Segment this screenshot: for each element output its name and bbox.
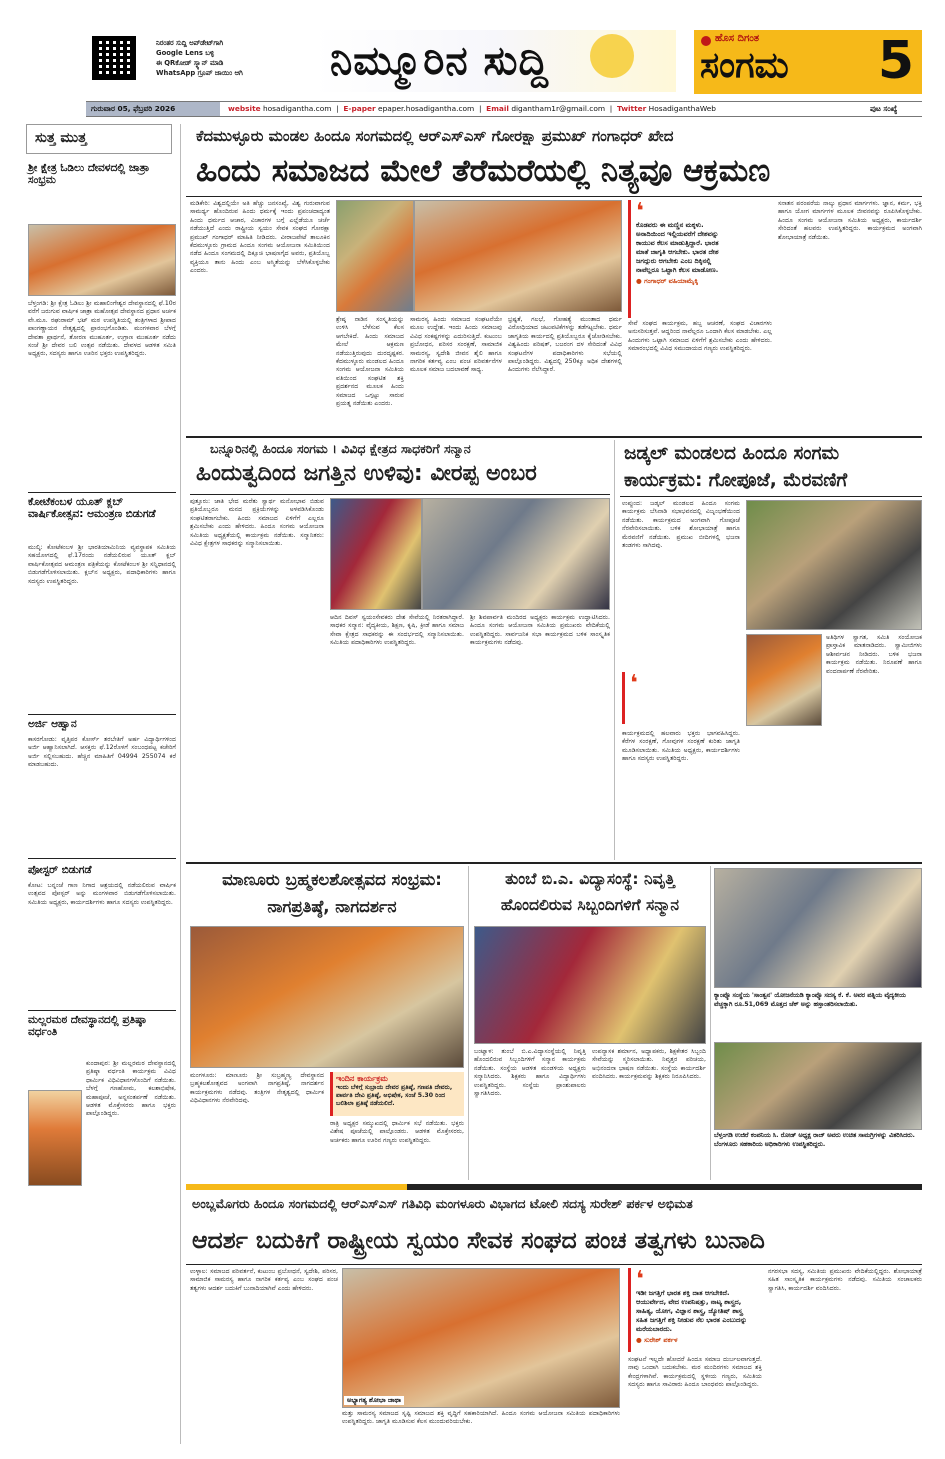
story5-headline: ತುಂಬೆ ಬಿ.ಎ. ವಿದ್ಯಾಸಂಸ್ಥೆ: ನಿವೃತ್ತಿ ಹೊಂದಲಿರುವ ಸಿಬ್ಬಂದಿಗಳಿಗೆ ಸನ್ಮಾನ: [500, 870, 680, 914]
story3-col3: ಅತಿಥಿಗಳ ಸ್ವಾಗತ, ಸಮಿತಿ ಸಂಯೋಜಕ ಪ್ರಾಸ್ತಾವಿಕ ಮಾತನಾಡಿದರು. ಸ್ವಾಮೀಜಿಗಳು ಆಶೀರ್ವಚನ ನೀಡಿದರು. ಬಳಿಕ ಭಜನಾ ಕಾರ್ಯಕ್ರಮ ನಡೆಯಿತು. ನಿರೂಪಣೆ ಹಾಗೂ ವಂದನಾರ್ಪಣೆ ನೆರವೇರಿತು.: [826, 634, 922, 675]
brand-big: ಸಂಗಮ: [700, 45, 789, 86]
story1-photo-left: [336, 200, 414, 312]
story1-quote-by: ಗಂಗಾಧರ್ ವಹಿಯಾಮೈಕ್ಕಿ: [644, 277, 699, 285]
story6-quote-by: ಸುರೇಶ್ ಪರ್ಕಳ: [644, 1336, 678, 1344]
issue-date: ಗುರುವಾರ 05, ಫೆಬ್ರವರಿ 2026: [91, 104, 176, 113]
masthead: [0, 0, 945, 100]
story6-col1: ಉಳ್ಳಾಲ: ಸಮಾಜದ ಪರಿವರ್ತನೆ, ಕುಟುಂಬ ಪ್ರಬೋಧನೆ, ಸ್ವದೇಶಿ, ಪರಿಸರ, ಸಾಮಾಜಿಕ ಸಾಮರಸ್ಯ ಹಾಗೂ ನಾಗರಿಕ ಕರ್ತವ್ಯ ಎಂಬ ಸಂಘದ ಪಂಚ ತತ್ವಗಳು ಆದರ್ಶ ಬದುಕಿಗೆ ಬುನಾದಿಯಾಗಿವೆ ಎಂದು ಹೇಳಿದರು.: [190, 1268, 338, 1292]
qr-line-4: WhatsApp ಗ್ರೂಪ್ ಜಾಯಿಂ ಆಗಿ: [156, 69, 243, 77]
story1-col2: ಶ್ರೇಷ್ಠ ನಾಡಿನ ಸಂಸ್ಕೃತಿಯನ್ನು ಉಳಿಸಿ ಬೆಳೆಸುವ ಕೆಲಸ ಆಗಬೇಕಿದೆ. ಹಿಂದು ಸಮಾಜದ ಮೇಲೆ ಆಕ್ರಮಣ ನಡೆಯುತ್ತಿರುವುದು ದುರದೃಷ್ಟಕರ. ಕೆದಮುಳ್ಳೂರು ಮಂಡಲದ ಹಿಂದೂ ಸಂಗಮ ಆಯೋಜನಾ ಸಮಿತಿಯ ವತಿಯಿಂದ ಸಂಘಟಿತ ಶಕ್ತಿ ಪ್ರದರ್ಶನದ ಮೂಲಕ ಹಿಂದು ಸಮಾಜದ ಒಗ್ಗಟ್ಟು ಸಾರುವ ಪ್ರಯತ್ನ ನಡೆಯಿತು ಎಂದರು.: [336, 316, 404, 408]
sidebar-story3-body: ಕಾಸರಗೋಡು: ವೃತ್ತಿಪರ ಕೋರ್ಸ್ ತರಬೇತಿಗೆ ಅರ್ಹ ವಿದ್ಯಾರ್ಥಿಗಳಿಂದ ಅರ್ಜಿ ಆಹ್ವಾನಿಸಲಾಗಿದೆ. ಆಸಕ್ತರು ಫೆ.12ರೊಳಗೆ ಸಂಬಂಧಪಟ್ಟ ಕಚೇರಿಗೆ ಅರ್ಜಿ ಸಲ್ಲಿಸಬಹುದು. ಹೆಚ್ಚಿನ ಮಾಹಿತಿಗೆ 04994 255074 ಕರೆ ಮಾಡಬಹುದು.: [28, 736, 176, 769]
story1-col6: ಸನಾತನ ಪರಂಪರೆಯ ನಾಲ್ಕು ಪ್ರಧಾನ ಮಾರ್ಗಗಳು. ಜ್ಞಾನ, ಕರ್ಮ, ಭಕ್ತಿ ಹಾಗೂ ಯೋಗ ಮಾರ್ಗಗಳ ಮೂಲಕ ಜೀವನವನ್ನು ರೂಪಿಸಿಕೊಳ್ಳಬೇಕು. ಹಿಂದೂ ಸಂಗಮ ಆಯೋಜನಾ ಸಮಿತಿಯ ಅಧ್ಯಕ್ಷರು, ಕಾರ್ಯದರ್ಶಿ ಸೇರಿದಂತೆ ಹಲವರು ಉಪಸ್ಥಿತರಿದ್ದರು. ಕಾರ್ಯಕ್ರಮದ ಅಂಗವಾಗಿ ಶೋಭಾಯಾತ್ರೆ ನಡೆಯಿತು.: [778, 200, 922, 241]
story6-quote-text: ಇಡೀ ಜಗತ್ತಿಗೆ ಭಾರತ ಶಕ್ತಿ ದಾತ ಆಗಬೇಕಿದೆ. ಆಯುರ್ವೇದ, ವೇದ ಉಪನಿಷತ್ತು, ನಾಟ್ಯ ಶಾಸ್ತ್ರದ, ಸಾಹಿತ್ಯ, ಯೋಗ, ವಿಜ್ಞಾನ ಶಾಸ್ತ್ರ, ಜ್ಯೋತಿಷ್ ಶಾಸ್ತ್ರ ಸಹಿತ ಜಗತ್ತಿಗೆ ಶಕ್ತಿ ನೀಡುವ ನೆಲ ಭಾರತ ಎಂಬುದನ್ನು ಮರೆಯಬಾರದು.: [636, 1289, 747, 1333]
story5-col2: ಉಪನ್ಯಾಸಕ ಶರ್ಮಾನ, ಅಧ್ಯಾಪಕರು, ಶಿಕ್ಷಕೇತರ ಸಿಬ್ಬಂದಿ ಸೇವೆಯನ್ನು ಸ್ಮರಿಸಲಾಯಿತು. ನಿವೃತ್ತರ ಪರಿಚಯ, ಅಭಿನಂದನಾ ಭಾಷಣ ನಡೆಯಿತು. ಸಂಸ್ಥೆಯ ಕಾರ್ಯದರ್ಶಿ ವಂದಿಸಿದರು. ಕಾರ್ಯಕ್ರಮವನ್ನು ಶಿಕ್ಷಕರು ನಿರೂಪಿಸಿದರು.: [592, 1048, 706, 1081]
story3-photo-bottom: [746, 634, 822, 726]
story6-photo: [342, 1268, 620, 1408]
story2-col2: ಆದಿನ ದಿವಸ್ ಸ್ವಯಂಸೇವಕರು ದೇಶ ಸೇವೆಯಲ್ಲಿ ನಿರತರಾಗಿದ್ದಾರೆ. ಸಾಧಕರ ಸನ್ಮಾನ: ವೈದ್ಯಕೀಯ, ಶಿಕ್ಷಣ, ಕೃಷಿ, ಕ್ರೀಡೆ ಹಾಗೂ ಸಮಾಜ ಸೇವಾ ಕ್ಷೇತ್ರದ ಸಾಧಕರನ್ನು ಈ ಸಂದರ್ಭದಲ್ಲಿ ಸನ್ಮಾನಿಸಲಾಯಿತು. ಸಮಿತಿಯ ಪದಾಧಿಕಾರಿಗಳು ಉಪಸ್ಥಿತರಿದ್ದರು.: [330, 614, 464, 647]
story4-col1: ಮಂಗಳೂರು: ಮಾಣೂರು ಶ್ರೀ ಸುಬ್ರಹ್ಮಣ್ಯ ದೇವಸ್ಥಾನದ ಬ್ರಹ್ಮಕಲಶೋತ್ಸವದ ಅಂಗವಾಗಿ ನಾಗಪ್ರತಿಷ್ಠೆ, ನಾಗದರ್ಶನ ಕಾರ್ಯಕ್ರಮಗಳು ನಡೆದವು. ತಂತ್ರಿಗಳ ನೇತೃತ್ವದಲ್ಲಿ ಧಾರ್ಮಿಕ ವಿಧಿವಿಧಾನಗಳು ನೆರವೇರಿದವು.: [190, 1072, 324, 1105]
sidebar-story1-title: ಶ್ರೀ ಕ್ಷೇತ್ರ ಓಡಿಲು ದೇವಳದಲ್ಲಿ ಜಾತ್ರಾ ಸಂಭ್ರಮ: [28, 162, 150, 186]
quote-icon: ❛: [636, 1267, 644, 1292]
story6-kicker: ಅಂಬ್ಲಮೊಗರು ಹಿಂದೂ ಸಂಗಮದಲ್ಲಿ ಆರ್‌ಎಸ್‌ಎಸ್ ಗತಿವಿಧಿ ಮಂಗಳೂರು ವಿಭಾಗದ ಟೋಲಿ ಸದಸ್ಯ ಸುರೇಶ್ ಪರ್ಕಳ ಅಭಿಮತ: [192, 1196, 693, 1211]
right-photo-1: [714, 868, 922, 988]
sidebar-story5-body: ಕುಂದಾಪುರ: ಶ್ರೀ ಮಲ್ಲರಮಠ ದೇವಸ್ಥಾನದಲ್ಲಿ ಪ್ರತಿಷ್ಠಾ ವರ್ಧಂತಿ ಕಾರ್ಯಕ್ರಮ ವಿವಿಧ ಧಾರ್ಮಿಕ ವಿಧಿವಿಧಾನಗಳೊಂದಿಗೆ ನಡೆಯಿತು. ಬೆಳಗ್ಗೆ ಗಣಹೋಮ, ಕಲಶಾಭಿಷೇಕ, ಮಹಾಪೂಜೆ, ಅನ್ನಸಂತರ್ಪಣೆ ನಡೆಯಿತು. ಆಡಳಿತ ಮೊಕ್ತೇಸರರು ಹಾಗೂ ಭಕ್ತರು ಪಾಲ್ಗೊಂಡಿದ್ದರು.: [86, 1060, 176, 1118]
quote-icon: ❛: [630, 671, 638, 696]
story2-col1: ಪುತ್ತೂರು: ಜಾತಿ ಭೇದ ಮರೆತು ಸ್ವಾರ್ಥ ಮನೋಭಾವ ಬಿಡುವ ಪ್ರತಿಯೊಬ್ಬರೂ ಮನದ ಪ್ರಕ್ರಿಯೆಗಳನ್ನು ಅಳವಡಿಸಿಕೊಂಡು ಸಂಘಟಿತರಾಗಬೇಕು. ಹಿಂದು ಸಮಾಜದ ಏಳಿಗೆಗೆ ಎಲ್ಲರೂ ಶ್ರಮಿಸಬೇಕು ಎಂದು ಹೇಳಿದರು. ಹಿಂದೂ ಸಂಗಮ ಆಯೋಜನಾ ಸಮಿತಿಯ ಅಧ್ಯಕ್ಷತೆಯಲ್ಲಿ ಕಾರ್ಯಕ್ರಮ ನಡೆಯಿತು. ಸನ್ಮಾನಿತರು: ವಿವಿಧ ಕ್ಷೇತ್ರಗಳ ಸಾಧಕರನ್ನು ಸನ್ಮಾನಿಸಲಾಯಿತು.: [190, 498, 324, 548]
story4-col2: ರಾತ್ರಿ ಅಧ್ಯಕ್ಷರ ಸಮ್ಮುಖದಲ್ಲಿ ಧಾರ್ಮಿಕ ಸಭೆ ನಡೆಯಿತು. ಭಕ್ತರು ವಿಶೇಷ ಪೂಜೆಯಲ್ಲಿ ಪಾಲ್ಗೊಂಡರು. ಆಡಳಿತ ಮೊಕ್ತೇಸರರು, ಅರ್ಚಕರು ಹಾಗೂ ಊರಿನ ಗಣ್ಯರು ಉಪಸ್ಥಿತರಿದ್ದರು.: [330, 1120, 464, 1144]
sidebar-story2-body: ಮುಲ್ಕಿ: ಕೋಟೆಕಂಬಳ ಶ್ರೀ ಭಾರತಿಯಾಮಿನಿಯ ವ್ಯವಸ್ಥಾಪಕ ಸಮಿತಿಯ ಸಹಯೋಗದಲ್ಲಿ ಫೆ.17ರಂದು ನಡೆಯಲಿರುವ ಯೂತ್ ಕ್ಲಬ್ ವಾರ್ಷಿಕೋತ್ಸವದ ಆಮಂತ್ರಣ ಪತ್ರಿಕೆಯನ್ನು ಕೋಟೆಕಂಬಳ ಶ್ರೀ ಸನ್ನಿಧಾನದಲ್ಲಿ ಬಿಡುಗಡೆಗೊಳಿಸಲಾಯಿತು. ಕ್ಲಬ್‌ನ ಅಧ್ಯಕ್ಷರು, ಪದಾಧಿಕಾರಿಗಳು ಹಾಗೂ ಸದಸ್ಯರು ಉಪಸ್ಥಿತರಿದ್ದರು.: [28, 544, 176, 585]
qr-line-2: Google Lens ಬಳ್ಳಿ: [156, 49, 215, 57]
story2-kicker: ಬನ್ನೂರಿನಲ್ಲಿ ಹಿಂದೂ ಸಂಗಮ । ವಿವಿಧ ಕ್ಷೇತ್ರದ ಸಾಧಕರಿಗೆ ಸನ್ಮಾನ: [210, 441, 471, 456]
story2-photo-right: [422, 498, 610, 610]
sidebar-brand: [26, 124, 172, 154]
brand-small: ಹೊಸ ದಿಗಂತ: [715, 33, 760, 44]
story4-photo: [190, 926, 464, 1068]
qr-code-icon[interactable]: [92, 36, 136, 80]
sidebar-story5-title: ಮಲ್ಲರಮಠ ದೇವಸ್ಥಾನದಲ್ಲಿ ಪ್ರತಿಷ್ಠಾ ವರ್ಧಂತಿ: [28, 1014, 146, 1038]
sidebar-story1-body: ಬೆಳ್ತಂಗಡಿ: ಶ್ರೀ ಕ್ಷೇತ್ರ ಓಡಿಲು ಶ್ರೀ ಮಹಾಲಿಂಗೇಶ್ವರ ದೇವಸ್ಥಾನದಲ್ಲಿ ಫೆ.10ರ ವರೆಗೆ ಜರುಗುವ ವಾರ್ಷಿಕ ಜಾತ್ರಾ ಮಹೋತ್ಸವ ದೇವಸ್ಥಾನದ ಪ್ರಧಾನ ಅರ್ಚಕ ವೇ.ಮೂ. ರಘುರಾಮ್ ಭಟ್ ಮಠ ಉಪಸ್ಥಿತಿಯಲ್ಲಿ ತಂತ್ರಿಗಳಾದ ಶ್ರೀಪಾದ ಪಾಂಗಣ್ಣಾಯರ ನೇತೃತ್ವದಲ್ಲಿ ಪ್ರಾರಂಭಗೊಂಡಿತು. ಮಂಗಳವಾರ ಬೆಳಗ್ಗೆ ದೇವತಾ ಪ್ರಾರ್ಥನೆ, ತೋರಣ ಮುಹೂರ್ತ, ಉಗ್ರಾಣ ಮುಹೂರ್ತ ನಡೆದು ಸಂಜೆ ಶ್ರೀ ದೇವರ ಬಲಿ ಉತ್ಸವ ನಡೆಯಿತು. ದೇವಳದ ಆಡಳಿತ ಸಮಿತಿ ಅಧ್ಯಕ್ಷರು, ಸದಸ್ಯರು ಹಾಗೂ ಊರಿನ ಭಕ್ತರು ಉಪಸ್ಥಿತರಿದ್ದರು.: [28, 300, 176, 358]
sidebar-brand-text: ಸುತ್ತ ಮುತ್ತ: [35, 130, 87, 146]
story5-col1: ಬಂಟ್ವಾಳ: ತುಂಬೆ ಬಿ.ಎ.ವಿದ್ಯಾಸಂಸ್ಥೆಯಲ್ಲಿ ನಿವೃತ್ತಿ ಹೊಂದಲಿರುವ ಸಿಬ್ಬಂದಿಗಳಿಗೆ ಸನ್ಮಾನ ಕಾರ್ಯಕ್ರಮ ನಡೆಯಿತು. ಸಂಸ್ಥೆಯ ಆಡಳಿತ ಮಂಡಳಿಯ ಅಧ್ಯಕ್ಷರು ಸನ್ಮಾನಿಸಿದರು. ಶಿಕ್ಷಕರು ಹಾಗೂ ವಿದ್ಯಾರ್ಥಿಗಳು ಉಪಸ್ಥಿತರಿದ್ದರು. ಸಂಸ್ಥೆಯ ಪ್ರಾಂಶುಪಾಲರು ಸ್ವಾಗತಿಸಿದರು.: [474, 1048, 586, 1098]
story1-photo-main: [414, 200, 622, 312]
sidebar-story3-title: ಅರ್ಜಿ ಆಹ್ವಾನ: [28, 718, 77, 730]
epaper-label: E-paper: [343, 104, 376, 113]
page-number: 5: [877, 31, 915, 91]
story3-quote: [622, 672, 740, 724]
story6-col4: ನಗರಸಭಾ ಸದಸ್ಯ, ಸಮಿತಿಯ ಪ್ರಮುಖರು ವೇದಿಕೆಯಲ್ಲಿದ್ದರು. ಶೋಭಾಯಾತ್ರೆ ಸಹಿತ ಸಾಂಸ್ಕೃತಿಕ ಕಾರ್ಯಕ್ರಮಗಳು ನಡೆದವು. ಸಮಿತಿಯ ಸಂಚಾಲಕರು ಸ್ವಾಗತಿಸಿ, ಕಾರ್ಯದರ್ಶಿ ವಂದಿಸಿದರು.: [768, 1268, 922, 1292]
website-link[interactable]: hosadigantha.com: [262, 104, 332, 113]
story5-photo: [474, 926, 706, 1044]
story6-col2: ಮತ್ತು ಸಾಮರಸ್ಯ ಸಮಾಜದ ಸೃಷ್ಟಿ ಸಮಾಜದ ಶಕ್ತಿ ವೃದ್ಧಿಗೆ ಸಹಕಾರಿಯಾಗಿದೆ. ಹಿಂದೂ ಸಂಗಮ ಆಯೋಜನಾ ಸಮಿತಿಯ ಪದಾಧಿಕಾರಿಗಳು ಉಪಸ್ಥಿತರಿದ್ದರು. ಜಾಗೃತಿ ಮೂಡಿಸುವ ಕೆಲಸ ಮುಂದುವರಿಯಬೇಕು.: [342, 1410, 620, 1426]
story4-headline: ಮಾಣೂರು ಬ್ರಹ್ಮಕಲಶೋತ್ಸವದ ಸಂಭ್ರಮ: ನಾಗಪ್ರತಿಷ್ಠೆ, ನಾಗದರ್ಶನ: [222, 870, 442, 916]
sidebar-story2-title: ಕೋಟೆಕಂಬಳ ಯೂತ್ ಕ್ಲಬ್ ವಾರ್ಷಿಕೋತ್ಸವ: ಆಮಂತ್ರಣ ಬಿಡುಗಡೆ: [28, 496, 156, 520]
story3-col2: ಕಾರ್ಯಕ್ರಮದಲ್ಲಿ ಹಲವಾರು ಭಕ್ತರು ಭಾಗವಹಿಸಿದ್ದರು. ಕೆರೆಗಳ ಸಂರಕ್ಷಣೆ, ಗೋವುಗಳ ಸಂರಕ್ಷಣೆ ಕುರಿತು ಜಾಗೃತಿ ಮೂಡಿಸಲಾಯಿತು. ಸಮಿತಿಯ ಅಧ್ಯಕ್ಷರು, ಕಾರ್ಯದರ್ಶಿಗಳು ಹಾಗೂ ಸದಸ್ಯರು ಉಪಸ್ಥಿತರಿದ್ದರು.: [622, 730, 740, 763]
story1-col5: ಸೇವೆ ಸಂಘದ ಕಾರ್ಯಕ್ರಮ, ಹಬ್ಬ ಆಚರಣೆ, ಸಂಘದ ವಿಚಾರಗಳು ಅನುಸರಿಸುತ್ತವೆ. ಆದ್ದರಿಂದ ನಾವೆಲ್ಲರೂ ಒಂದಾಗಿ ಕೆಲಸ ಮಾಡಬೇಕು. ಎಲ್ಲ ಹಿಂದುಗಳು ಒಟ್ಟಾಗಿ ಸಮಾಜದ ಏಳಿಗೆಗೆ ಶ್ರಮಿಸಬೇಕು ಎಂದು ಹೇಳಿದರು. ಸಮಾರಂಭದಲ್ಲಿ ವಿವಿಧ ಸಮುದಾಯದ ಗಣ್ಯರು ಉಪಸ್ಥಿತರಿದ್ದರು.: [628, 320, 772, 353]
epaper-link[interactable]: epaper.hosadigantha.com: [378, 104, 475, 113]
story6-quote: ❛ ಇಡೀ ಜಗತ್ತಿಗೆ ಭಾರತ ಶಕ್ತಿ ದಾತ ಆಗಬೇಕಿದೆ. ಆಯುರ್ವೇದ, ವೇದ ಉಪನಿಷತ್ತು, ನಾಟ್ಯ ಶಾಸ್ತ್ರದ, ಸಾಹಿತ್ಯ, ಯೋಗ, ವಿಜ್ಞಾನ ಶಾಸ್ತ್ರ, ಜ್ಯೋತಿಷ್ ಶಾಸ್ತ್ರ ಸಹಿತ ಜಗತ್ತಿಗೆ ಶಕ್ತಿ ನೀಡುವ ನೆಲ ಭಾರತ ಎಂಬುದನ್ನು ಮರೆಯಬಾರದು. ● ಸುರೇಶ್ ಪರ್ಕಳ: [628, 1268, 760, 1352]
qr-line-1: ನಿರಂತರ ಸುದ್ದಿ ಅಪ್‌ಡೇಟ್‌ಗಾಗಿ: [156, 39, 224, 47]
right-photo-2: [714, 1042, 922, 1130]
sidebar: [12, 124, 177, 1452]
qr-line-3: ಈ QRಕೋಡ್ ಸ್ಕ್ಯಾನ್ ಮಾಡಿ: [156, 59, 224, 67]
story6-col3: ಸಂಘಟನೆ ಇಲ್ಲದೇ ಹೋದರೆ ಹಿಂದೂ ಸಮಾಜ ದುರ್ಬಲವಾಗುತ್ತದೆ. ನಾವು ಒಂದಾಗಿ ಬದುಕಬೇಕು. ಮಠ ಮಂದಿರಗಳು ಸಮಾಜದ ಶಕ್ತಿ ಕೇಂದ್ರಗಳಾಗಿವೆ. ಕಾರ್ಯಕ್ರಮದಲ್ಲಿ ಸ್ಥಳೀಯ ಗಣ್ಯರು, ಸಮಿತಿಯ ಸದಸ್ಯರು ಹಾಗೂ ಸಾವಿರಾರು ಹಿಂದೂ ಬಾಂಧವರು ಪಾಲ್ಗೊಂಡಿದ್ದರು.: [628, 1356, 762, 1389]
story6-headline: ಆದರ್ಶ ಬದುಕಿಗೆ ರಾಷ್ಟ್ರೀಯ ಸ್ವಯಂ ಸೇವಕ ಸಂಘದ ಪಂಚ ತತ್ವಗಳು ಬುನಾದಿ: [192, 1226, 765, 1254]
story3-photo-top: [746, 500, 922, 630]
story1-col1: ಮಡಿಕೇರಿ: ವಿಶ್ವದಲ್ಲಿಯೇ ಅತಿ ಹೆಚ್ಚು ಜನಸಂಖ್ಯೆ, ವಿಶ್ವ ಗುರುವಾಗುವ ಸಾಮರ್ಥ್ಯ ಹೊಂದಿರುವ ಹಿಂದು ಧರ್ಮಕ್ಕೆ ಇಂದು ಪ್ರಪಂಚದಾದ್ಯಂತ ಹಿಂದು ಧರ್ಮದ ಆಚಾರ, ವಿಚಾರಗಳ ಬಗ್ಗೆ ಎಲ್ಲೆಡೆಯೂ ಚರ್ಚೆ ನಡೆಯುತ್ತಿದೆ ಎಂದು ರಾಷ್ಟ್ರೀಯ ಸ್ವಯಂ ಸೇವಕ ಸಂಘದ ಗೋರಕ್ಷಾ ಪ್ರಮುಖ್ ಗಂಗಾಧರ್ ಮಾಹಿತಿ ನೀಡಿದರು. ವೀರಾಜಪೇಟೆ ತಾಲೂಕಿನ ಕೆದಮುಳ್ಳೂರು ಗ್ರಾಮದ ಹಿಂದೂ ಸಂಗಮ ಆಯೋಜನಾ ಸಮಿತಿಯಿಂದ ನಡೆದ ಹಿಂದೂ ಸಂಗಮದಲ್ಲಿ ದಿಕ್ಸೂಚಿ ಭಾಷಣಗೈದ ಅವರು, ಪ್ರತಿಯೊಬ್ಬ ವ್ಯಕ್ತಿಯೂ ತಾನು ಹಿಂದು ಎಂಬ ಅಸ್ಮಿತೆಯನ್ನು ಬೆಳೆಸಿಕೊಳ್ಳಬೇಕು ಎಂದರು.: [190, 200, 330, 275]
twitter-label: Twitter: [616, 104, 647, 113]
quote-icon: ❛: [636, 199, 644, 224]
sidebar-story1-photo: [28, 224, 176, 296]
website-label: website: [228, 104, 261, 113]
story1-col3: ಸಾಮರಸ್ಯ ಹಿಂದು ಸಮಾಜದ ಸಂಘಟನೆಯೇ ಮೂಲ ಉದ್ದೇಶ. ಇಂದು ಹಿಂದು ಸಮಾಜವು ವಿವಿಧ ಸಂಕಷ್ಟಗಳನ್ನು ಎದುರಿಸುತ್ತಿದೆ. ಕುಟುಂಬ ಪ್ರಬೋಧನ, ಪರಿಸರ ಸಂರಕ್ಷಣೆ, ಸಾಮಾಜಿಕ ಸಾಮರಸ್ಯ, ಸ್ವದೇಶಿ ಜೀವನ ಶೈಲಿ ಹಾಗೂ ನಾಗರಿಕ ಕರ್ತವ್ಯ ಎಂಬ ಪಂಚ ಪರಿವರ್ತನೆಗಳ ಮೂಲಕ ಸಮಾಜ ಬದಲಾವಣೆ ಸಾಧ್ಯ.: [410, 316, 502, 374]
story1-quote: ❛ ಕೊಡವರು ಈ ಮಣ್ಣಿನ ಮಕ್ಕಳು. ಅನಾದಿಯಿಂದ ಇಲ್ಲಿಯವರೆಗೆ ದೇಶವನ್ನು ಕಾಯುವ ಕೆಲಸ ಮಾಡುತ್ತಿದ್ದಾರೆ. ಭಾರತ ಮಾತೆ ಜಾಗೃತಿ ಆಗಬೇಕು. ಭಾರತ ದೇಶ ಜಗದ್ಗುರು ಆಗಬೇಕು ಎಂಬ ದಿಕ್ಕಿನಲ್ಲಿ ನಾವೆಲ್ಲರೂ ಒಟ್ಟಾಗಿ ಕೆಲಸ ಮಾಡೋಣ. ● ಗಂಗಾಧರ್ ವಹಿಯಾಮೈಕ್ಕಿ: [628, 200, 728, 318]
story1-col4: ಭ್ರಷ್ಟತೆ, ಗಲಭೆ, ಗೋಹತ್ಯೆ ಮುಂತಾದ ಧರ್ಮ ವಿರೋಧಿಯಾದ ಚಟುವಟಿಕೆಗಳನ್ನು ತಡೆಗಟ್ಟಬೇಕು. ಧರ್ಮ ಜಾಗೃತಿಯ ಕಾರ್ಯದಲ್ಲಿ ಪ್ರತಿಯೊಬ್ಬರೂ ಕೈಜೋಡಿಸಬೇಕು. ವಿಶ್ವಹಿಂದು ಪರಿಷತ್, ಬಜರಂಗ ದಳ ಸೇರಿದಂತೆ ವಿವಿಧ ಸಂಘಟನೆಗಳ ಪದಾಧಿಕಾರಿಗಳು ಸಭೆಯಲ್ಲಿ ಪಾಲ್ಗೊಂಡಿದ್ದರು. ವಿಶ್ವದಲ್ಲಿ 250ಕ್ಕೂ ಅಧಿಕ ದೇಶಗಳಲ್ಲಿ ಹಿಂದುಗಳು ನೆಲೆಸಿದ್ದಾರೆ.: [508, 316, 622, 374]
story2-col3: ಶ್ರೀ ಶಿವಪಾರ್ವತಿ ಮಂದಿರದ ಅಧ್ಯಕ್ಷರು ಕಾರ್ಯಕ್ರಮ ಉದ್ಘಾಟಿಸಿದರು. ಹಿಂದೂ ಸಂಗಮ ಆಯೋಜನಾ ಸಮಿತಿಯ ಪ್ರಮುಖರು ವೇದಿಕೆಯಲ್ಲಿ ಉಪಸ್ಥಿತರಿದ್ದರು. ಸಾರ್ವಜನಿಕ ಸಭಾ ಕಾರ್ಯಕ್ರಮದ ಬಳಿಕ ಸಾಂಸ್ಕೃತಿಕ ಕಾರ್ಯಕ್ರಮಗಳು ನಡೆದವು.: [470, 614, 610, 647]
sidebar-story4-body: ಕೋಟ: ಬನ್ನಂಜೆ ಗಾಣ ನಿಗಾದ ಆಶ್ರಯದಲ್ಲಿ ನಡೆಯಲಿರುವ ವಾರ್ಷಿಕ ಉತ್ಸವದ ಪೋಸ್ಟರ್ ಅನ್ನು ಮಂಗಳವಾರ ಬಿಡುಗಡೆಗೊಳಿಸಲಾಯಿತು. ಸಮಿತಿಯ ಅಧ್ಯಕ್ಷರು, ಕಾರ್ಯದರ್ಶಿಗಳು ಹಾಗೂ ಸದಸ್ಯರು ಉಪಸ್ಥಿತರಿದ್ದರು.: [28, 882, 176, 906]
twitter-link[interactable]: HosadiganthaWeb: [648, 104, 716, 113]
story4-event-box: [330, 1072, 464, 1116]
story3-headline: ಜಡ್ಕಲ್ ಮಂಡಲದ ಹಿಂದೂ ಸಂಗಮ ಕಾರ್ಯಕ್ರಮ: ಗೋಪೂಜೆ, ಮೆರವಣಿಗೆ: [624, 443, 848, 491]
right-caption-2: ಬೆಳ್ತಂಗಡಿ ಉಜಿರೆ ಕಂಪನಿಯ ಸಿ. ರೋಡ್ ಅಧ್ಯಕ್ಷ ರಾಜ್ ಅವರು ಉಚಿತ ಸಾಮಗ್ರಿಗಳನ್ನು ವಿತರಿಸಿದರು. ಬೆಂಗಳೂರು ಸಹಕಾರಿಯ ಅಧಿಕಾರಿಗಳು ಉಪಸ್ಥಿತರಿದ್ದರು.: [714, 1132, 922, 1178]
sidebar-story4-title: ಪೋಸ್ಟರ್ ಬಿಡುಗಡೆ: [28, 864, 92, 876]
story1-kicker: ಕೆದಮುಳ್ಳೂರು ಮಂಡಲ ಹಿಂದೂ ಸಂಗಮದಲ್ಲಿ ಆರ್‌ಎಸ್‌ಎಸ್ ಗೋರಕ್ಷಾ ಪ್ರಮುಖ್ ಗಂಗಾಧರ್ ಖೇದ: [196, 127, 674, 145]
section-title: ನಿಮ್ಮೂರಿನ ಸುದ್ದಿ: [330, 38, 549, 84]
story2-photo-left: [330, 498, 422, 610]
story6-photo-caption: ಅಭ್ಯಾಗತ್ಯ ಶೋಭಾ ಜಾಥಾ: [344, 1396, 404, 1405]
story4-box-body: ಇಂದು ಬೆಳಿಗ್ಗೆ ಸುಬ್ರಾಯ ದೇವರ ಪ್ರತಿಷ್ಠೆ, ಗಣಪತಿ ದೇವರು, ಪಾರ್ವತಿ ದೇವಿ ಪ್ರತಿಷ್ಠೆ, ಅಭಿಷೇಕ, ಸಂಜೆ 5.30 ರಿಂದ ಬಲಿಶಿಲಾ ಪ್ರತಿಷ್ಠೆ ನಡೆಯಲಿದೆ.: [336, 1084, 453, 1107]
info-bar: ಗುರುವಾರ 05, ಫೆಬ್ರವರಿ 2026 website hosadigantha.com | E-paper epaper.hosadigantha.com | Email digantham1r@gmail.com | Twitter HosadiganthaWeb ಪುಟ ಸಂಖ್ಯೆ: [86, 101, 922, 117]
story3-col1: ಉಪ್ಪುಂದ: ಜಡ್ಕಲ್ ಮಂಡಲದ ಹಿಂದೂ ಸಂಗಮ ಕಾರ್ಯಕ್ರಮ ಬೆಸಿನಾಡಿ ಸಭಾಭವನದಲ್ಲಿ ವಿಜೃಂಭಣೆಯಿಂದ ನಡೆಯಿತು. ಕಾರ್ಯಕ್ರಮದ ಅಂಗವಾಗಿ ಗೋಪೂಜೆ ನೆರವೇರಿಸಲಾಯಿತು. ಬಳಿಕ ಶೋಭಾಯಾತ್ರೆ ಹಾಗೂ ಮೆರವಣಿಗೆ ನಡೆಯಿತು. ಪ್ರಮುಖ ಬೀದಿಗಳಲ್ಲಿ ಭಜನಾ ತಂಡಗಳು ಸಾಗಿದವು.: [622, 500, 740, 550]
story2-headline: ಹಿಂದುತ್ವದಿಂದ ಜಗತ್ತಿನ ಉಳಿವು: ವೀರಪ್ಪ ಅಂಬರ: [196, 461, 537, 486]
story4-box-title: ಇಂದಿನ ಕಾರ್ಯಕ್ರಮ: [336, 1074, 388, 1083]
email-link[interactable]: digantham1r@gmail.com: [511, 104, 606, 113]
right-caption-1: ಕ್ಯಾಂಪ್ಕೊ ಸಂಸ್ಥೆಯ 'ಸಾಂತ್ವನ' ಯೋಜನೆಯಡಿ ಕ್ಯಾಂಪ್ಕೊ ಸದಸ್ಯ ಕೆ. ಕೆ. ಅವರ ಪತ್ನಿಯ ವೈದ್ಯಕೀಯ ವೆಚ್ಚಕ್ಕಾಗಿ ರೂ.51,069 ಮೊತ್ತದ ಚೆಕ್ ಅನ್ನು ಹಸ್ತಾಂತರಿಸಲಾಯಿತು.: [714, 992, 922, 1040]
story1-quote-text: ಕೊಡವರು ಈ ಮಣ್ಣಿನ ಮಕ್ಕಳು. ಅನಾದಿಯಿಂದ ಇಲ್ಲಿಯವರೆಗೆ ದೇಶವನ್ನು ಕಾಯುವ ಕೆಲಸ ಮಾಡುತ್ತಿದ್ದಾರೆ. ಭಾರತ ಮಾತೆ ಜಾಗೃತಿ ಆಗಬೇಕು. ಭಾರತ ದೇಶ ಜಗದ್ಗುರು ಆಗಬೇಕು ಎಂಬ ದಿಕ್ಕಿನಲ್ಲಿ ನಾವೆಲ್ಲರೂ ಒಟ್ಟಾಗಿ ಕೆಲಸ ಮಾಡೋಣ.: [636, 221, 719, 274]
pages-label: ಪುಟ ಸಂಖ್ಯೆ: [870, 104, 898, 113]
email-label: Email: [486, 104, 509, 113]
story1-headline: ಹಿಂದು ಸಮಾಜದ ಮೇಲೆ ತೆರೆಮರೆಯಲ್ಲಿ ನಿತ್ಯವೂ ಆಕ್ರಮಣ: [196, 153, 771, 189]
section-divider: [186, 1184, 922, 1190]
